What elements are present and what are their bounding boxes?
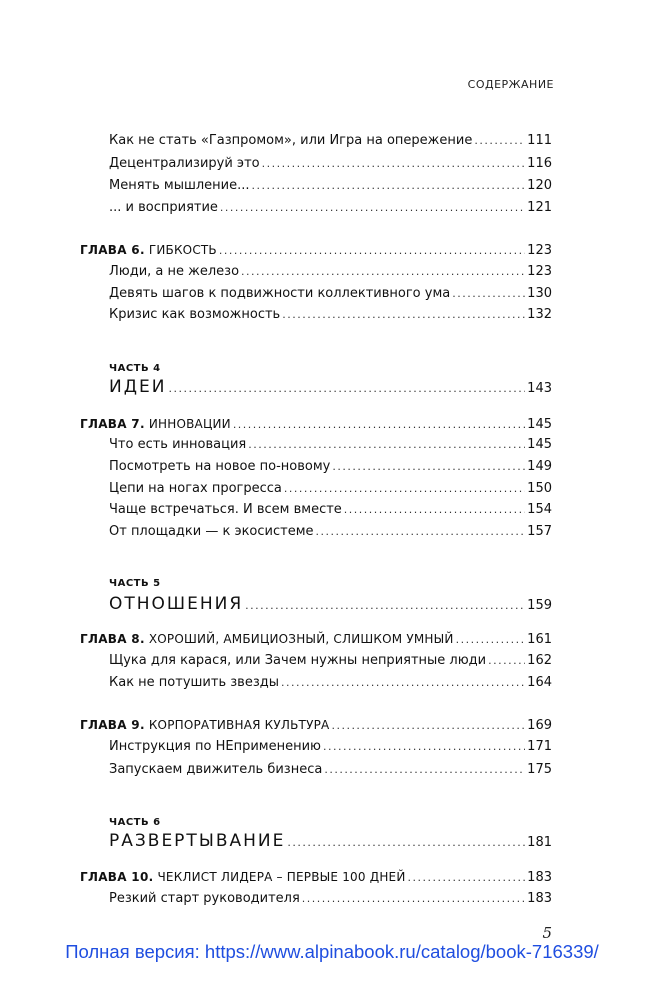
toc-entry-title: ... и восприятие <box>109 200 218 215</box>
toc-entry-page: 145 <box>527 437 552 452</box>
toc-entry-page: 157 <box>527 524 552 539</box>
toc-entry-page: 164 <box>527 675 552 690</box>
leader-dots <box>316 523 526 541</box>
leader-dots <box>252 177 526 195</box>
toc-entry[interactable] <box>0 523 664 541</box>
leader-dots <box>323 738 525 756</box>
toc-part-4[interactable] <box>0 376 664 400</box>
toc-entry[interactable] <box>0 738 664 756</box>
toc-entry[interactable] <box>0 436 664 454</box>
toc-entry-page: 169 <box>527 718 552 733</box>
part-title: РАЗВЕРТЫВАНИЕ <box>109 831 286 851</box>
part-title: ИДЕИ <box>109 377 167 397</box>
chapter-label: ГЛАВА 6. <box>80 243 145 257</box>
toc-entry[interactable] <box>0 458 664 476</box>
toc-chapter-6[interactable] <box>0 241 664 260</box>
toc-entry-title: Запускаем движитель бизнеса <box>109 762 323 777</box>
toc-chapter-7[interactable] <box>0 415 664 434</box>
toc-entry-title: Щука для карася, или Зачем нужны неприятные люди <box>109 653 487 668</box>
chapter-label: ГЛАВА 7. <box>80 417 145 431</box>
chapter-label: ГЛАВА 10. <box>80 870 154 884</box>
leader-dots <box>474 132 525 150</box>
toc-entry[interactable] <box>0 155 664 173</box>
leader-dots <box>245 595 525 617</box>
toc-part-5[interactable] <box>0 593 664 617</box>
part-label: ЧАСТЬ 4 <box>109 363 161 374</box>
toc-entry-page: 183 <box>527 891 552 906</box>
leader-dots <box>324 761 525 779</box>
toc-entry[interactable] <box>0 761 664 779</box>
leader-dots <box>284 480 525 498</box>
toc-entry-title: От площадки — к экосистеме <box>109 524 314 539</box>
toc-entry-title: Что есть инновация <box>109 437 247 452</box>
leader-dots <box>281 674 525 692</box>
chapter-label: ГЛАВА 8. <box>80 632 145 646</box>
toc-entry-title: Кризис как возможность <box>109 307 281 322</box>
toc-entry-title: Как не стать «Газпромом», или Игра на опережение <box>109 133 473 148</box>
toc-entry[interactable] <box>0 890 664 908</box>
toc-entry[interactable] <box>0 674 664 692</box>
footer-link[interactable]: Полная версия: https://www.alpinabook.ru/catalog/book-716339/ <box>65 941 599 962</box>
toc-entry-title: Чаще встречаться. И всем вместе <box>109 502 342 517</box>
leader-dots <box>282 306 525 324</box>
chapter-title: ИННОВАЦИИ <box>148 417 231 431</box>
toc-entry-page: 149 <box>527 459 552 474</box>
toc-entry[interactable] <box>0 480 664 498</box>
toc-entry-page: 121 <box>527 200 552 215</box>
toc-entry-title: Резкий старт руководителя <box>109 891 300 906</box>
leader-dots <box>168 378 525 400</box>
toc-entry-page: 145 <box>527 417 552 432</box>
leader-dots <box>332 458 525 476</box>
leader-dots <box>488 652 525 670</box>
leader-dots <box>344 501 525 519</box>
toc-entry[interactable] <box>0 285 664 303</box>
running-head: СОДЕРЖАНИЕ <box>467 78 554 91</box>
leader-dots <box>241 263 525 281</box>
chapter-title: ГИБКОСТЬ <box>148 243 217 257</box>
part-label: ЧАСТЬ 5 <box>109 578 161 589</box>
toc-entry[interactable] <box>0 306 664 324</box>
toc-entry-page: 162 <box>527 653 552 668</box>
toc-entry-page: 150 <box>527 481 552 496</box>
leader-dots <box>408 869 526 887</box>
toc-entry-page: 123 <box>527 264 552 279</box>
toc-entry-page: 120 <box>527 178 552 193</box>
toc-entry[interactable] <box>0 132 664 150</box>
toc-entry-page: 123 <box>527 243 552 258</box>
leader-dots <box>248 436 525 454</box>
toc-entry-title: Девять шагов к подвижности коллективного ума <box>109 286 451 301</box>
toc-chapter-10[interactable] <box>0 868 664 887</box>
toc-entry-title: Цепи на ногах прогресса <box>109 481 282 496</box>
leader-dots <box>220 199 525 217</box>
part-label: ЧАСТЬ 6 <box>109 817 161 828</box>
toc-entry-page: 159 <box>527 598 552 613</box>
toc-entry-title: Инструкция по НЕприменению <box>109 739 321 754</box>
leader-dots <box>452 285 525 303</box>
toc-entry[interactable] <box>0 263 664 281</box>
toc-entry-page: 171 <box>527 739 552 754</box>
toc-entry-title: Менять мышление... <box>109 178 250 193</box>
leader-dots <box>262 155 526 173</box>
toc-entry[interactable] <box>0 652 664 670</box>
part-title: ОТНОШЕНИЯ <box>109 594 244 614</box>
toc-entry-page: 175 <box>527 762 552 777</box>
chapter-title: КОРПОРАТИВНАЯ КУЛЬТУРА <box>148 718 330 732</box>
leader-dots <box>302 890 525 908</box>
leader-dots <box>219 242 525 260</box>
toc-chapter-8[interactable] <box>0 630 664 649</box>
page-number: 5 <box>542 924 552 942</box>
toc-entry-page: 183 <box>527 870 552 885</box>
toc-entry-title: Как не потушить звезды <box>109 675 279 690</box>
toc-entry-title: Децентрализируй это <box>109 156 260 171</box>
toc-entry[interactable] <box>0 501 664 519</box>
leader-dots <box>456 631 526 649</box>
leader-dots <box>233 416 525 434</box>
chapter-label: ГЛАВА 9. <box>80 718 145 732</box>
toc-entry-page: 111 <box>527 133 552 148</box>
toc-chapter-9[interactable] <box>0 716 664 735</box>
toc-entry-page: 143 <box>527 381 552 396</box>
toc-entry[interactable] <box>0 199 664 217</box>
toc-entry-page: 130 <box>527 286 552 301</box>
toc-part-6[interactable] <box>0 830 664 854</box>
leader-dots <box>331 717 525 735</box>
chapter-title: ЧЕКЛИСТ ЛИДЕРА – ПЕРВЫЕ 100 ДНЕЙ <box>157 870 406 884</box>
toc-entry-title: Люди, а не железо <box>109 264 240 279</box>
toc-entry-title: Посмотреть на новое по-новому <box>109 459 331 474</box>
leader-dots <box>287 832 525 854</box>
toc-entry[interactable] <box>0 177 664 195</box>
toc-entry-page: 161 <box>527 632 552 647</box>
toc-entry-page: 116 <box>527 156 552 171</box>
toc-entry-page: 132 <box>527 307 552 322</box>
toc-entry-page: 181 <box>527 835 552 850</box>
toc-entry-page: 154 <box>527 502 552 517</box>
chapter-title: ХОРОШИЙ, АМБИЦИОЗНЫЙ, СЛИШКОМ УМНЫЙ <box>148 632 454 646</box>
